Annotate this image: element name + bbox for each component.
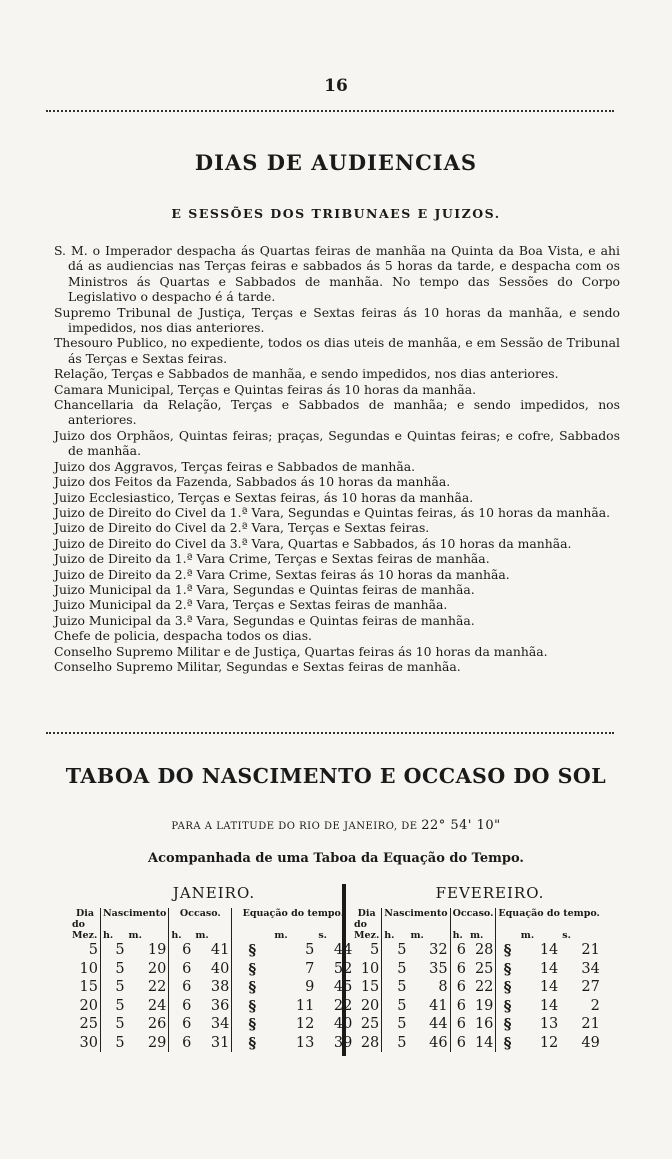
cell-occaso-m: 31 xyxy=(210,1034,230,1051)
header-row xyxy=(70,908,354,919)
table-row xyxy=(352,978,602,997)
cell-equacao-m: 12 xyxy=(539,1034,559,1051)
header-equacao: Equação do tempo. xyxy=(232,908,355,919)
cell-occaso-h: 6 xyxy=(450,1034,468,1053)
section-title-audiencias: DIAS DE AUDIENCIAS xyxy=(194,150,478,175)
cell-occaso-m: 34 xyxy=(210,1016,230,1033)
cell-occaso-h: 6 xyxy=(169,1015,194,1034)
list-item: Thesouro Publico, no expediente, todos os dias uteis de manhãa, e em Sessão de Tribunal ás Terças e Sextas feiras. xyxy=(54,335,620,366)
cell-nascimento-m: 41 xyxy=(429,997,448,1014)
cell-occaso-m: 16 xyxy=(474,1016,494,1033)
header-blank xyxy=(232,919,273,930)
header-m: m. xyxy=(520,930,535,941)
cell-occaso-h: 6 xyxy=(169,960,194,979)
cell-equacao-s: 21 xyxy=(581,1016,600,1033)
list-item: Juizo de Direito do Civel da 3.ª Vara, Quartas e Sabbados, ás 10 horas da manhãa. xyxy=(54,535,572,551)
header-h: h. xyxy=(382,930,409,941)
cell-occaso-m: 22 xyxy=(474,979,494,996)
cell-equacao-m: 14 xyxy=(539,979,559,996)
cell-occaso-h: 6 xyxy=(450,960,468,979)
list-item: Juizo dos Feitos da Fazenda, Sabbados ás 10 horas da manhãa. xyxy=(54,474,451,490)
cell-equacao-sign: § xyxy=(232,978,273,997)
section-subtitle-latitude xyxy=(0,818,672,833)
header-m: m. xyxy=(274,930,288,941)
cell-equacao-s: 27 xyxy=(581,979,600,996)
cell-equacao-m: 5 xyxy=(305,942,315,959)
header-blank xyxy=(382,919,409,930)
header-row xyxy=(70,930,354,941)
list-item: Juizo de Direito do Civel da 2.ª Vara, Terças e Sextas feiras. xyxy=(54,520,430,536)
cell-nascimento-h: 5 xyxy=(101,978,127,997)
header-blank xyxy=(468,919,496,930)
header-blank xyxy=(408,919,450,930)
table-fevereiro xyxy=(352,908,602,1052)
cell-nascimento-m: 32 xyxy=(429,942,448,959)
cell-occaso-h: 6 xyxy=(169,997,194,1016)
cell-occaso-m: 19 xyxy=(474,997,494,1014)
cell-dia: 25 xyxy=(360,1016,380,1033)
cell-equacao-sign: § xyxy=(496,960,519,979)
cell-equacao-s: 44 xyxy=(333,942,353,959)
cell-occaso-m: 40 xyxy=(210,960,230,977)
cell-nascimento-h: 5 xyxy=(382,978,409,997)
section-title-taboa: TABOA DO NASCIMENTO E OCCASO DO SOL xyxy=(65,764,607,788)
cell-occaso-h: 6 xyxy=(450,1015,468,1034)
header-s: s. xyxy=(318,930,327,941)
cell-nascimento-h: 5 xyxy=(101,997,127,1016)
cell-equacao-m: 14 xyxy=(539,942,559,959)
cell-equacao-m: 7 xyxy=(305,960,315,977)
cell-dia: 15 xyxy=(360,979,380,996)
table-row xyxy=(352,1015,602,1034)
header-blank xyxy=(193,919,232,930)
list-item: Chancellaria da Relação, Terças e Sabbados de manhãa; e sendo impedidos, nos anteriores. xyxy=(54,397,620,428)
table-row xyxy=(352,997,602,1016)
header-m: m. xyxy=(410,930,424,941)
header-blank xyxy=(496,930,519,941)
top-rule xyxy=(46,110,614,112)
cell-nascimento-m: 8 xyxy=(438,979,448,996)
header-row xyxy=(352,930,602,941)
cell-nascimento-h: 5 xyxy=(382,1034,409,1053)
header-do: do xyxy=(72,919,85,930)
cell-occaso-m: 28 xyxy=(474,942,494,959)
header-m: m. xyxy=(195,930,209,941)
cell-equacao-s: 21 xyxy=(581,942,600,959)
cell-occaso-m: 14 xyxy=(474,1034,494,1051)
cell-nascimento-m: 20 xyxy=(147,960,167,977)
cell-equacao-m: 9 xyxy=(305,979,315,996)
middle-rule xyxy=(46,732,614,734)
cell-equacao-sign: § xyxy=(496,978,519,997)
list-item: Juizo Municipal da 1.ª Vara, Segundas e Quintas feiras de manhãa. xyxy=(54,581,475,597)
list-item: Juizo Ecclesiastico, Terças e Sextas feiras, ás 10 horas da manhãa. xyxy=(54,489,474,505)
cell-occaso-m: 25 xyxy=(474,960,494,977)
cell-equacao-sign: § xyxy=(232,1034,273,1053)
cell-equacao-m: 12 xyxy=(295,1016,315,1033)
header-blank xyxy=(316,919,354,930)
cell-dia: 20 xyxy=(360,997,380,1014)
header-blank xyxy=(101,919,127,930)
header-blank xyxy=(560,919,602,930)
header-row xyxy=(70,919,354,930)
list-item: Juizo dos Aggravos, Terças feiras e Sabbados de manhãa. xyxy=(54,458,416,474)
cell-equacao-m: 13 xyxy=(539,1016,559,1033)
cell-equacao-s: 2 xyxy=(590,997,600,1014)
cell-nascimento-h: 5 xyxy=(382,941,409,960)
cell-occaso-m: 36 xyxy=(210,997,230,1014)
cell-equacao-s: 22 xyxy=(333,997,353,1014)
list-item: Supremo Tribunal de Justiça, Terças e Sextas feiras ás 10 horas da manhãa, e sendo impedidos, nos dias anteriores. xyxy=(54,304,620,336)
cell-equacao-m: 14 xyxy=(539,997,559,1014)
header-mez: Mez. xyxy=(72,930,98,941)
list-item: Juizo Municipal da 2.ª Vara, Terças e Sextas feiras de manhãa. xyxy=(54,597,448,613)
header-blank xyxy=(127,919,169,930)
list-item: Conselho Supremo Militar e de Justiça, Quartas feiras ás 10 horas da manhãa. xyxy=(54,643,548,659)
header-blank xyxy=(272,919,316,930)
header-occaso: Occaso. xyxy=(169,908,232,919)
table-row xyxy=(70,1015,354,1034)
page-number: 16 xyxy=(324,76,348,96)
header-do: do xyxy=(354,919,367,930)
list-item: S. M. o Imperador despacha ás Quartas feiras de manhãa na Quinta da Boa Vista, e ahi dá as audiencias nas Terças feiras e sabbados ás 5 horas da tarde, e despacha com os Ministros ás Quartas e Sabbados de manhãa. No tempo das Sessões do Corpo Legislativo o despacho é á tarde. xyxy=(54,243,620,305)
cell-nascimento-m: 19 xyxy=(147,942,167,959)
list-item: Chefe de policia, despacha todos os dias. xyxy=(54,628,312,644)
cell-equacao-s: 34 xyxy=(581,960,600,977)
header-blank xyxy=(169,919,194,930)
cell-nascimento-m: 24 xyxy=(147,997,167,1014)
header-m: m. xyxy=(469,930,484,941)
header-blank xyxy=(232,930,273,941)
header-blank xyxy=(496,919,519,930)
header-blank xyxy=(519,919,561,930)
cell-equacao-sign: § xyxy=(232,997,273,1016)
header-nascimento: Nascimento xyxy=(101,908,169,919)
header-occaso: Occaso. xyxy=(450,908,496,919)
cell-nascimento-h: 5 xyxy=(382,997,409,1016)
list-item: Juizo de Direito do Civel da 1.ª Vara, Segundas e Quintas feiras, ás 10 horas da manhãa. xyxy=(54,504,611,520)
cell-occaso-h: 6 xyxy=(169,1034,194,1053)
cell-nascimento-m: 26 xyxy=(147,1016,167,1033)
header-h: h. xyxy=(101,930,127,941)
header-h: h. xyxy=(169,930,194,941)
cell-equacao-sign: § xyxy=(496,997,519,1016)
cell-nascimento-h: 5 xyxy=(101,960,127,979)
cell-equacao-m: 14 xyxy=(539,960,559,977)
cell-nascimento-m: 44 xyxy=(429,1016,448,1033)
latitude-text: PARA A LATITUDE DO RIO DE JANEIRO, DE xyxy=(171,821,418,832)
cell-nascimento-h: 5 xyxy=(101,1015,127,1034)
section-subtitle-tribunaes: E SESSÕES DOS TRIBUNAES E JUIZOS. xyxy=(171,206,501,221)
cell-dia: 10 xyxy=(79,960,98,977)
header-dia: Dia xyxy=(357,908,376,919)
list-item: Relação, Terças e Sabbados de manhãa, e sendo impedidos, nos dias anteriores. xyxy=(54,366,559,382)
cell-nascimento-h: 5 xyxy=(382,960,409,979)
cell-equacao-s: 49 xyxy=(581,1034,600,1051)
table-row xyxy=(70,941,354,960)
cell-dia: 30 xyxy=(79,1034,98,1051)
table-row xyxy=(352,1034,602,1053)
table-row xyxy=(352,960,602,979)
cell-occaso-h: 6 xyxy=(450,941,468,960)
cell-dia: 5 xyxy=(88,942,98,959)
list-item: Camara Municipal, Terças e Quintas feiras ás 10 horas da manhãa. xyxy=(54,381,477,397)
cell-equacao-s: 52 xyxy=(333,960,353,977)
header-nascimento: Nascimento xyxy=(382,908,450,919)
cell-equacao-s: 40 xyxy=(333,1016,353,1033)
cell-equacao-s: 45 xyxy=(333,979,353,996)
list-item: Juizo de Direito da 2.ª Vara Crime, Sextas feiras ás 10 horas da manhãa. xyxy=(54,566,510,582)
table-row xyxy=(70,978,354,997)
cell-occaso-h: 6 xyxy=(169,941,194,960)
list-item: Juizo Municipal da 3.ª Vara, Segundas e Quintas feiras de manhãa. xyxy=(54,612,475,628)
cell-nascimento-h: 5 xyxy=(382,1015,409,1034)
header-mez: Mez. xyxy=(354,930,380,941)
cell-dia: 28 xyxy=(360,1034,380,1051)
cell-equacao-sign: § xyxy=(232,960,273,979)
audiencias-list xyxy=(54,243,620,674)
table-row xyxy=(70,960,354,979)
cell-equacao-sign: § xyxy=(232,1015,273,1034)
table-janeiro xyxy=(70,908,354,1052)
list-item: Conselho Supremo Militar, Segundas e Sextas feiras de manhãa. xyxy=(54,658,461,674)
cell-equacao-sign: § xyxy=(496,941,519,960)
cell-dia: 20 xyxy=(79,997,98,1014)
cell-nascimento-m: 46 xyxy=(429,1034,448,1051)
month-title-fevereiro: FEVEREIRO. xyxy=(435,884,545,902)
cell-occaso-h: 6 xyxy=(169,978,194,997)
section-subheading: Acompanhada de uma Taboa da Equação do Tempo. xyxy=(148,851,524,866)
latitude-degrees: 22° 54' 10" xyxy=(421,818,501,833)
cell-dia: 10 xyxy=(360,960,380,977)
cell-occaso-h: 6 xyxy=(450,997,468,1016)
cell-nascimento-m: 22 xyxy=(147,979,167,996)
cell-dia: 25 xyxy=(79,1016,98,1033)
header-row xyxy=(352,919,602,930)
cell-nascimento-m: 29 xyxy=(147,1034,167,1051)
cell-equacao-m: 13 xyxy=(295,1034,315,1051)
cell-dia: 5 xyxy=(370,942,380,959)
header-s: s. xyxy=(562,930,571,941)
cell-equacao-m: 11 xyxy=(295,997,315,1014)
list-item: Juizo de Direito da 1.ª Vara Crime, Terças e Sextas feiras de manhãa. xyxy=(54,551,490,567)
cell-equacao-sign: § xyxy=(496,1015,519,1034)
cell-equacao-sign: § xyxy=(232,941,273,960)
cell-occaso-m: 41 xyxy=(210,942,230,959)
list-item: Juizo dos Orphãos, Quintas feiras; praças, Segundas e Quintas feiras; e cofre, Sabbados de manhãa. xyxy=(54,427,620,459)
header-row xyxy=(352,908,602,919)
month-title-janeiro: JANEIRO. xyxy=(172,884,256,902)
header-dia: Dia xyxy=(75,908,94,919)
cell-equacao-s: 39 xyxy=(333,1034,353,1051)
cell-equacao-sign: § xyxy=(496,1034,519,1053)
cell-dia: 15 xyxy=(79,979,98,996)
header-equacao: Equação do tempo. xyxy=(496,908,602,919)
header-h: h. xyxy=(450,930,468,941)
cell-nascimento-h: 5 xyxy=(101,941,127,960)
table-row xyxy=(70,1034,354,1053)
cell-nascimento-m: 35 xyxy=(429,960,448,977)
header-blank xyxy=(450,919,468,930)
table-row xyxy=(352,941,602,960)
cell-occaso-m: 38 xyxy=(210,979,230,996)
table-row xyxy=(70,997,354,1016)
cell-nascimento-h: 5 xyxy=(101,1034,127,1053)
cell-occaso-h: 6 xyxy=(450,978,468,997)
header-m: m. xyxy=(128,930,142,941)
